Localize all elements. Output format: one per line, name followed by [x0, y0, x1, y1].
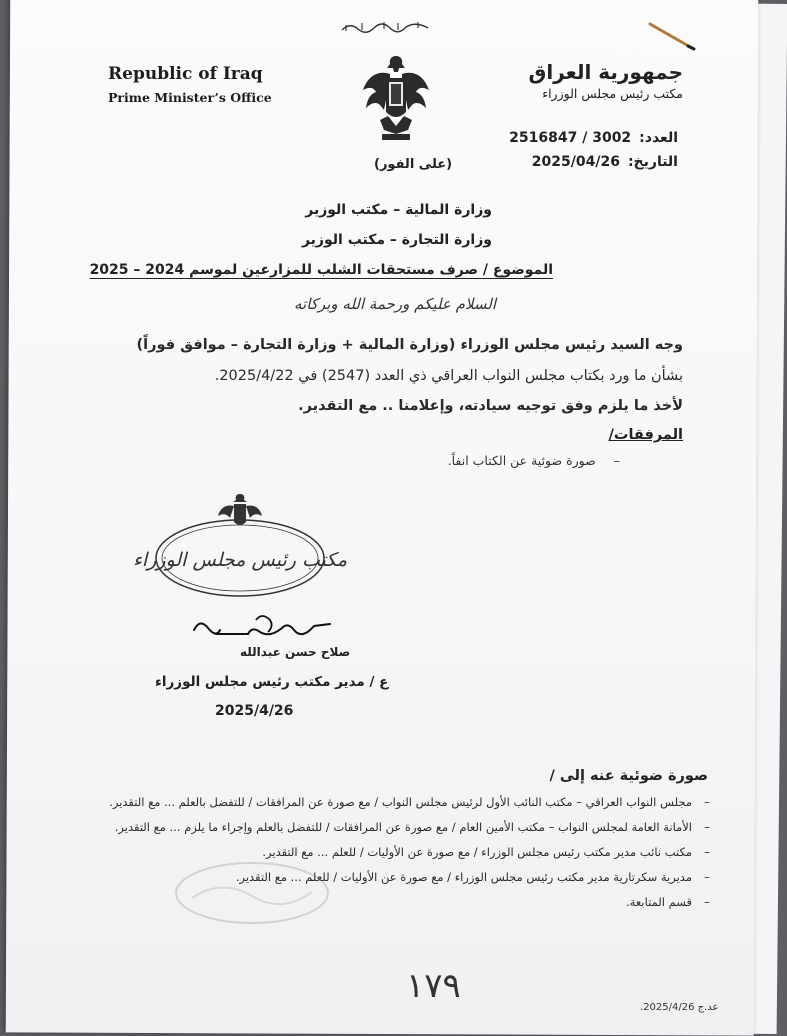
subject-line: الموضوع / صرف مستحقات الشلب للمزارعين لموسم 2024 – 2025 — [89, 262, 553, 278]
body-paragraph-3: لأخذ ما يلزم وفق توجيه سيادته، وإعلامنا .. مع التقدير. — [298, 398, 683, 414]
copy-recipient: الأمانة العامة لمجلس النواب – مكتب الأمين العام / مع صورة عن المرافقات / للتفضل بالعلم وإجراء ما يلزم ... مع التقدير. — [114, 820, 692, 834]
signer-name: صلاح حسن عبدالله — [240, 645, 351, 659]
body-paragraph-1: وجه السيد رئيس مجلس الوزراء (وزارة المالية + وزارة التجارة – موافق فوراً) — [136, 337, 683, 353]
list-item: –مديرية سكرتارية مدير مكتب رئيس مجلس الوزراء / مع صورة عن الأوليات / للعلم ... مع التقدير. — [235, 870, 710, 884]
signer-title: ع / مدير مكتب رئيس مجلس الوزراء — [155, 674, 389, 690]
list-item: –قسم المتابعة. — [626, 895, 710, 909]
addressee-commerce: وزارة التجارة – مكتب الوزير — [301, 232, 492, 248]
handwritten-number: ١٧٩ — [406, 966, 461, 1006]
signature-date: 2025/4/26 — [215, 703, 294, 719]
arabic-title: جمهورية العراق — [528, 60, 683, 84]
arabic-subtitle: مكتب رئيس مجلس الوزراء — [542, 86, 683, 101]
urgent-marker: (على الفور) — [374, 157, 453, 172]
number-value: 2516847 / 3002 — [509, 130, 632, 146]
list-item: –الأمانة العامة لمجلس النواب – مكتب الأمين العام / مع صورة عن المرافقات / للتفضل بالعلم وإجراء ما يلزم ... مع التقدير. — [114, 820, 710, 834]
basmala-calligraphy — [338, 16, 432, 36]
date-label: التاريخ: — [627, 154, 678, 170]
date-value: 2025/04/26 — [531, 154, 620, 170]
seal-text: مكتب رئيس مجلس الوزراء — [132, 549, 348, 571]
document-number — [509, 130, 678, 146]
greeting: السلام عليكم ورحمة الله وبركاته — [294, 295, 496, 313]
attachment-text: صورة ضوئية عن الكتاب انفاً. — [447, 453, 596, 468]
pen-tip — [648, 22, 698, 52]
copy-recipient: مكتب نائب مدير مكتب رئيس مجلس الوزراء / مع صورة عن الأوليات / للعلم ... مع التقدير. — [262, 845, 692, 859]
document-date — [532, 154, 678, 170]
addressee-finance: وزارة المالية – مكتب الوزير — [305, 202, 492, 218]
embossed-seal — [172, 858, 332, 928]
attachment-item — [448, 453, 620, 468]
iraq-eagle-emblem-icon — [360, 50, 432, 146]
list-item: –مكتب نائب مدير مكتب رئيس مجلس الوزراء / مع صورة عن الأوليات / للعلم ... مع التقدير. — [262, 845, 710, 859]
english-subtitle: Prime Minister’s Office — [108, 90, 272, 105]
body-paragraph-2: بشأن ما ورد بكتاب مجلس النواب العراقي ذي العدد (2547) في 2025/4/22. — [214, 368, 683, 384]
list-item: –مجلس النواب العراقي – مكتب النائب الأول لرئيس مجلس النواب / مع صورة عن المرافقات / للتفضل بالعلم ... مع التقدير. — [109, 795, 710, 809]
list-dash: – — [613, 453, 620, 468]
attachments-heading: المرفقات/ — [608, 427, 683, 443]
copies-heading: صورة ضوئية عنه إلى / — [549, 768, 708, 784]
office-seal-stamp — [132, 492, 348, 602]
copy-recipient: قسم المتابعة. — [626, 895, 692, 909]
english-title: Republic of Iraq — [108, 64, 263, 84]
copies-list — [42, 790, 722, 915]
copy-recipient: مجلس النواب العراقي – مكتب النائب الأول لرئيس مجلس النواب / مع صورة عن المرافقات / للتفضل بالعلم ... مع التقدير. — [109, 795, 692, 809]
number-label: العدد: — [639, 130, 678, 146]
footer-reference: عد.ج 2025/4/26. — [640, 1002, 719, 1013]
copy-recipient: مديرية سكرتارية مدير مكتب رئيس مجلس الوزراء / مع صورة عن الأوليات / للعلم ... مع التقدير. — [235, 870, 692, 884]
